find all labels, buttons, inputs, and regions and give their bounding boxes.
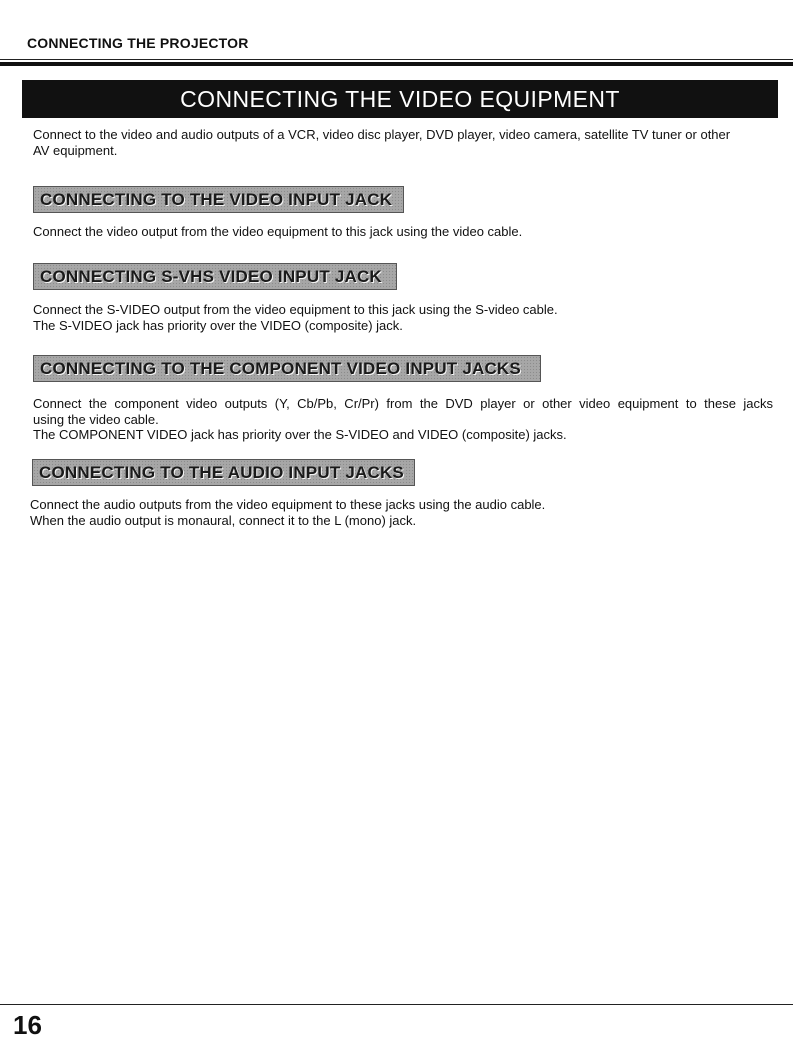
page-title: CONNECTING THE VIDEO EQUIPMENT: [22, 80, 778, 118]
section-heading-component-input: CONNECTING TO THE COMPONENT VIDEO INPUT JACKS: [33, 355, 541, 382]
footer-rule: [0, 1004, 793, 1005]
body-line: Connect the audio outputs from the video equipment to these jacks using the audio cable.: [30, 497, 546, 512]
section-heading-video-input: CONNECTING TO THE VIDEO INPUT JACK: [33, 186, 404, 213]
body-line: The S-VIDEO jack has priority over the VIDEO (composite) jack.: [33, 317, 403, 333]
intro-paragraph: [33, 127, 773, 158]
body-line: When the audio output is monaural, connect it to the L (mono) jack.: [30, 512, 417, 528]
section-heading-svhs-input: CONNECTING S-VHS VIDEO INPUT JACK: [33, 263, 397, 290]
body-line: using the video cable.: [33, 411, 159, 427]
body-line: The COMPONENT VIDEO jack has priority over the S-VIDEO and VIDEO (composite) jacks.: [33, 427, 567, 442]
page-number: 16: [13, 1010, 42, 1040]
body-line: Connect the video output from the video equipment to this jack using the video cable.: [33, 224, 523, 239]
body-line: Connect the S-VIDEO output from the video equipment to this jack using the S-video cable.: [33, 302, 558, 317]
section-body-svhs-input: [33, 302, 773, 333]
running-header: CONNECTING THE PROJECTOR: [27, 35, 249, 51]
section-body-audio-input: [30, 497, 770, 528]
header-rule: [0, 59, 793, 60]
section-body-component-input: [33, 396, 773, 443]
section-body-video-input: [33, 224, 773, 240]
header-rule-thick: [0, 62, 793, 66]
intro-line: Connect to the video and audio outputs of a VCR, video disc player, DVD player, video camera, satellite TV tuner or other: [33, 127, 731, 142]
body-line: Connect the component video outputs (Y, Cb/Pb, Cr/Pr) from the DVD player or other video equipment to these jacks: [33, 396, 773, 411]
intro-line: AV equipment.: [33, 142, 118, 158]
section-heading-audio-input: CONNECTING TO THE AUDIO INPUT JACKS: [32, 459, 415, 486]
